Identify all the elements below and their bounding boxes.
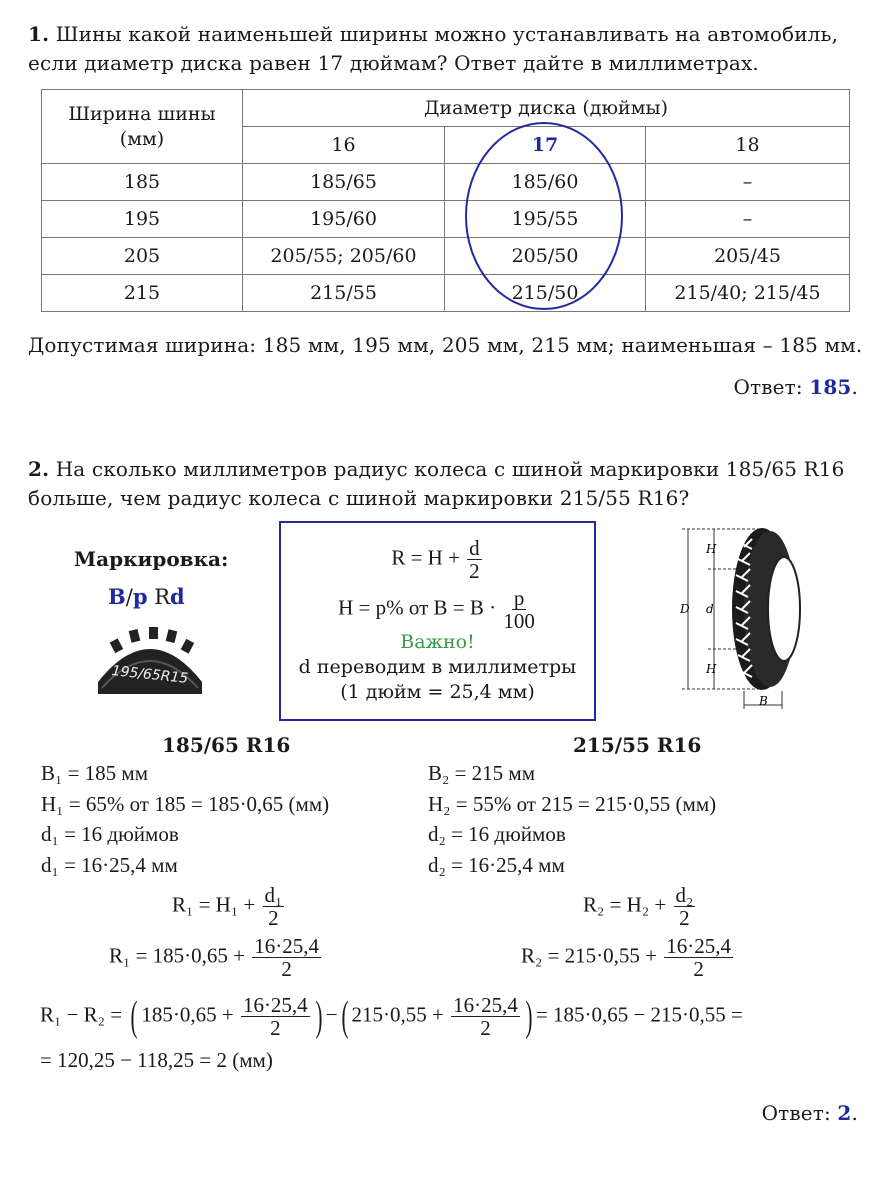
col1-heading: 185/65 R16: [162, 733, 291, 757]
width-header-line2: (мм): [119, 127, 165, 150]
fraction-num: p: [513, 586, 525, 610]
table-cell: –: [646, 164, 850, 201]
diff-b-fraction: [451, 994, 520, 1039]
col2-r-left: R₂ = H₂ +: [583, 892, 667, 917]
table-cell: 215/40; 215/45: [646, 275, 850, 312]
tire-sidewall-image: [94, 622, 206, 696]
col2-d-mm: d₂ = 16·25,4 мм: [428, 852, 565, 877]
table-cell: 195/55: [445, 201, 646, 238]
formula-box: [279, 521, 596, 721]
marking-formula: [108, 584, 185, 609]
diagram-label-H: H: [706, 542, 717, 556]
task1-line2: если диаметр диска равен 17 дюймам? Ответ дайте в миллиметрах.: [28, 51, 759, 75]
diameter-17: 17: [445, 127, 646, 164]
marking-title: Маркировка:: [74, 547, 229, 571]
tire-marking-text: 195/65R15: [110, 663, 189, 687]
marking-p: p: [132, 584, 148, 609]
highlight-ellipse: [462, 118, 632, 318]
table-cell: 195/60: [243, 201, 445, 238]
table-cell: 205: [42, 238, 243, 275]
fraction-den: 100: [503, 609, 535, 633]
answer-label: Ответ:: [761, 1101, 831, 1125]
marking-slash: /: [125, 585, 133, 609]
fraction-den: 2: [469, 559, 480, 583]
col1-r2-formula: [109, 935, 323, 980]
difference-formula: R₁ − R₂ = ( 185·0,65 + $\frac{16\cdot 25,4}{2}$ ) −( 215·0,55 + $\frac{16\cdot 25,4}{2}$ ) = 185·0,65 − 215·0,55 =: [40, 993, 743, 1040]
task1-number: 1.: [28, 22, 50, 46]
fraction-num: d₂: [675, 883, 694, 907]
table-cell: 185/60: [445, 164, 646, 201]
col2-r2-fraction: [664, 935, 733, 980]
fraction-num: 16·25,4: [453, 993, 518, 1017]
col2-d-inches: d₂ = 16 дюймов: [428, 822, 566, 846]
col1-r-fraction: [263, 884, 285, 929]
task1-solution: Допустимая ширина: 185 мм, 195 мм, 205 мм, 215 мм; наименьшая – 185 мм.: [28, 333, 863, 357]
diff-a: 185·0,65 +: [141, 1002, 234, 1027]
col2-r2-formula: [521, 935, 735, 980]
task2-number: 2.: [28, 457, 50, 481]
table-cell: 215/55: [243, 275, 445, 312]
col2-h: H₂ = 55% от 215 = 215·0,55 (мм): [428, 791, 717, 816]
note-line2: (1 дюйм = 25,4 мм): [340, 681, 535, 703]
diagram-label-H2: H: [706, 662, 717, 676]
task1-answer: [734, 373, 859, 402]
diff-rhs: = 185·0,65 − 215·0,55 =: [535, 1002, 743, 1027]
col2-r-formula: [583, 884, 697, 929]
table-cell: 185/65: [243, 164, 445, 201]
fraction-den: 2: [480, 1016, 491, 1040]
answer-end: .: [851, 375, 858, 399]
table-row: [42, 238, 850, 275]
formula-r-left: R = H +: [391, 545, 460, 570]
formula-h-fraction: [503, 587, 535, 632]
fraction-den: 2: [268, 906, 279, 930]
col1-d-mm: d₁ = 16·25,4 мм: [41, 852, 178, 877]
tire-table: [41, 89, 850, 312]
col2-r-fraction: [674, 884, 696, 929]
table-row: [42, 164, 850, 201]
width-header-line1: Ширина шины: [68, 102, 216, 125]
col1-d-inches: d₁ = 16 дюймов: [41, 822, 179, 846]
table-row: [42, 201, 850, 238]
col1-r-left: R₁ = H₁ +: [172, 892, 256, 917]
diff-minus: −: [325, 1002, 338, 1027]
table-cell: 205/50: [445, 238, 646, 275]
col1-r2-fraction: [252, 935, 321, 980]
diff-b: 215·0,55 +: [351, 1002, 444, 1027]
diameter-header: Диаметр диска (дюймы): [243, 90, 850, 127]
fraction-den: 2: [270, 1016, 281, 1040]
diagram-label-B: B: [759, 694, 768, 708]
task2-text: [28, 455, 868, 513]
answer-value: 2: [837, 1101, 852, 1125]
formula-r-fraction: [467, 537, 482, 582]
col2-b: B₂ = 215 мм: [428, 761, 535, 785]
table-cell: 185: [42, 164, 243, 201]
diagram-label-d: d: [706, 602, 714, 616]
fraction-num: d₁: [264, 883, 283, 907]
tire-diagram: [660, 523, 820, 713]
col1-lines: [41, 758, 329, 880]
col2-heading: 215/55 R16: [573, 733, 702, 757]
fraction-num: 16·25,4: [254, 934, 320, 958]
answer-label: Ответ:: [733, 375, 803, 399]
task2-line1: На сколько миллиметров радиус колеса с шиной маркировки 185/65 R16: [55, 457, 845, 481]
table-cell: 215/50: [445, 275, 646, 312]
marking-r: R: [154, 585, 171, 609]
col1-h: H₁ = 65% от 185 = 185·0,65 (мм): [41, 791, 330, 816]
marking-d: d: [170, 584, 185, 609]
col1-r2-left: R₁ = 185·0,65 +: [109, 943, 246, 968]
task2-answer: [762, 1099, 858, 1128]
fraction-den: 2: [693, 957, 704, 981]
fraction-num: 16·25,4: [242, 993, 308, 1017]
marking-b: B: [108, 584, 126, 609]
formula-h-left: H = p% от B = B ·: [338, 595, 497, 620]
formula-r: [281, 537, 594, 582]
diagram-label-D: D: [680, 602, 690, 616]
table-cell: 215: [42, 275, 243, 312]
diameter-18: 18: [646, 127, 850, 164]
col1-r-formula: [172, 884, 286, 929]
fraction-num: 16·25,4: [666, 934, 732, 958]
note-line1: d переводим в миллиметры: [298, 656, 577, 678]
table-cell: 205/55; 205/60: [243, 238, 445, 275]
diff-lhs: R₁ − R₂ =: [40, 1002, 123, 1027]
table-row: [42, 275, 850, 312]
table-cell: 205/45: [646, 238, 850, 275]
diff-a-fraction: [241, 994, 310, 1039]
width-header: [42, 90, 243, 164]
col2-lines: [428, 758, 716, 880]
task2-line2: больше, чем радиус колеса с шиной маркировки 215/55 R16?: [28, 486, 690, 510]
fraction-den: 2: [679, 906, 690, 930]
col1-b: B₁ = 185 мм: [41, 761, 148, 785]
diameter-16: 16: [243, 127, 445, 164]
table-cell: 195: [42, 201, 243, 238]
col2-r2-left: R₂ = 215·0,55 +: [521, 943, 658, 968]
table-cell: –: [646, 201, 850, 238]
task1-line1: Шины какой наименьшей ширины можно устанавливать на автомобиль,: [55, 22, 839, 46]
answer-value: 185: [809, 375, 852, 399]
fraction-den: 2: [281, 957, 292, 981]
difference-result: = 120,25 − 118,25 = 2 (мм): [40, 1048, 273, 1072]
important-label: Важно!: [400, 631, 475, 653]
answer-end: .: [851, 1101, 858, 1125]
formula-h: [281, 587, 594, 632]
fraction-num: d: [469, 536, 480, 560]
task1-text: [28, 20, 868, 78]
